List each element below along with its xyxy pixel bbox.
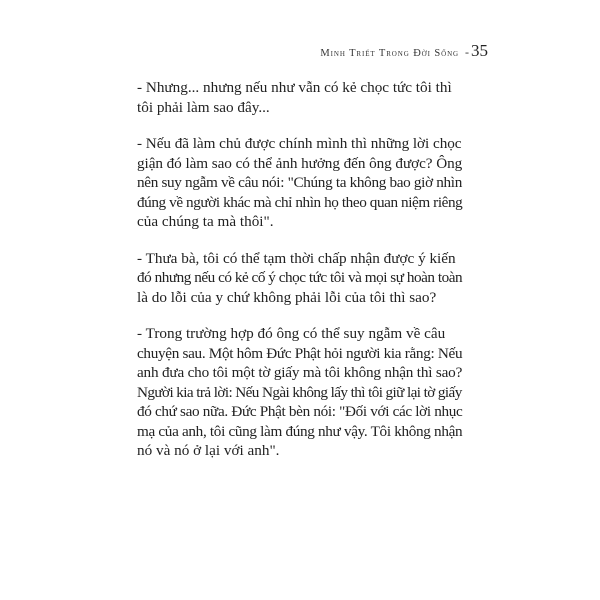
text-line: - Thưa bà, tôi có thể tạm thời chấp nhận được ý kiến — [137, 249, 456, 267]
text-line: đúng về người khác mà chỉ nhìn họ theo quan niệm riêng — [137, 193, 463, 211]
text-line: tôi phải làm sao đây... — [137, 98, 270, 116]
page-number-separator: - — [465, 45, 469, 59]
text-line: - Trong trường hợp đó ông có thể suy ngẫm về câu — [137, 325, 446, 342]
paragraph-4 — [137, 324, 462, 461]
text-line: của chúng ta mà thôi". — [137, 213, 274, 230]
text-line: nên suy ngẫm về câu nói: "Chúng ta không bao giờ nhìn — [137, 174, 462, 191]
paragraph-2 — [137, 134, 462, 232]
text-line: nó và nó ở lại với anh". — [137, 442, 280, 459]
body-text — [137, 78, 462, 478]
text-line: - Nếu đã làm chủ được chính mình thì những lời chọc — [137, 135, 462, 152]
text-line: đó nhưng nếu có kẻ cố ý chọc tức tôi và mọi sự hoàn toàn — [137, 269, 463, 286]
text-line: Người kia trả lời: Nếu Ngài không lấy thì tôi giữ lại tờ giấy — [137, 383, 462, 401]
text-line: đó chứ sao nữa. Đức Phật bèn nói: "Đối với các lời nhục — [137, 403, 463, 420]
text-line: mạ của anh, tôi cũng làm đúng như vậy. Tôi không nhận — [137, 422, 463, 440]
text-line: chuyện sau. Một hôm Đức Phật hỏi người kia rằng: Nếu — [137, 344, 463, 362]
text-line: - Nhưng... nhưng nếu như vẫn có kẻ chọc tức tôi thì — [137, 79, 452, 96]
text-line: giận đó làm sao có thể ảnh hưởng đến ông được? Ông — [137, 154, 463, 172]
paragraph-1 — [137, 78, 462, 117]
running-title: Minh Triết Trong Đời Sống — [320, 48, 459, 59]
running-header — [320, 41, 488, 61]
text-line: là do lỗi của y chứ không phải lỗi của tôi thì sao? — [137, 288, 437, 306]
page-number: 35 — [471, 41, 488, 60]
paragraph-3 — [137, 249, 462, 308]
text-line: anh đưa cho tôi một tờ giấy mà tôi không nhận thì sao? — [137, 364, 463, 381]
